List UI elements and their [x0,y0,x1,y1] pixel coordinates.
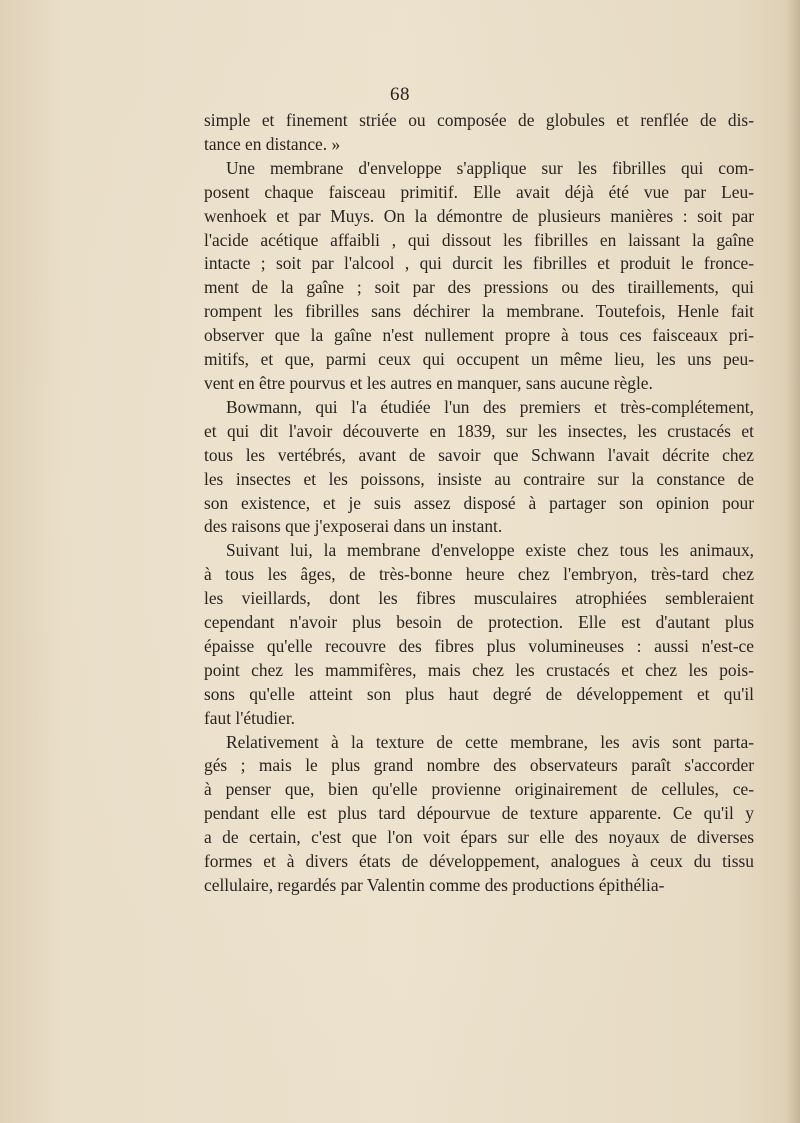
text-line: cependant n'avoir plus besoin de protection. Elle est d'autant plus [204,612,754,633]
text-line: des raisons que j'exposerai dans un instant. [204,516,503,537]
text-line: Suivant lui, la membrane d'enveloppe existe chez tous les animaux, [226,540,754,561]
text-line: épaisse qu'elle recouvre des fibres plus volumineuses : aussi n'est-ce [204,635,754,656]
text-line: mitifs, et que, parmi ceux qui occupent un même lieu, les uns peu- [204,349,754,370]
text-line: observer que la gaîne n'est nullement propre à tous ces faisceaux pri- [204,325,754,346]
paragraph [204,539,754,730]
text-line: intacte ; soit par l'alcool , qui durcit les fibrilles et produit le fronce- [204,253,754,274]
text-line: gés ; mais le plus grand nombre des observateurs paraît s'accorder [204,755,754,776]
text-line: sons qu'elle atteint son plus haut degré de développement et qu'il [204,683,754,704]
page-number: 68 [390,84,410,105]
text-line: à penser que, bien qu'elle provienne originairement de cellules, ce- [204,779,754,800]
text-line: et qui dit l'avoir découverte en 1839, sur les insectes, les crustacés et [204,420,754,441]
text-line: ment de la gaîne ; soit par des pressions ou des tiraillements, qui [204,277,754,298]
text-line: cellulaire, regardés par Valentin comme des productions épithélia- [204,875,665,895]
text-line: Une membrane d'enveloppe s'applique sur les fibrilles qui com- [226,157,754,178]
text-line: posent chaque faisceau primitif. Elle avait déjà été vue par Leu- [204,181,754,202]
text-line: son existence, et je suis assez disposé à partager son opinion pour [204,492,754,513]
text-line: point chez les mammifères, mais chez les crustacés et chez les pois- [204,659,754,680]
text-line: l'acide acétique affaibli , qui dissout les fibrilles en laissant la gaîne [204,229,754,250]
text-line: simple et finement striée ou composée de globules et renflée de dis- [204,110,754,130]
text-line: wenhoek et par Muys. On la démontre de plusieurs manières : soit par [204,205,754,226]
page-edge-shadow [786,0,800,1123]
text-line: les insectes et les poissons, insiste au contraire sur la constance de [204,468,754,489]
paragraph [204,109,754,157]
text-line: rompent les fibrilles sans déchirer la membrane. Toutefois, Henle fait [204,301,754,322]
text-line: à tous les âges, de très-bonne heure chez l'embryon, très-tard chez [204,564,754,585]
paragraph [204,731,754,898]
paragraph [204,157,754,396]
text-line: Bowmann, qui l'a étudiée l'un des premiers et très-complétement, [226,396,754,417]
text-line: faut l'étudier. [204,707,296,728]
body-text [204,109,754,898]
text-line: formes et à divers états de développement, analogues à ceux du tissu [204,851,754,872]
text-line: tance en distance. » [204,133,341,154]
text-line: vent en être pourvus et les autres en manquer, sans aucune règle. [204,372,653,393]
text-line: les vieillards, dont les fibres musculaires atrophiées sembleraient [204,588,754,609]
text-line: tous les vertébrés, avant de savoir que Schwann l'avait décrite chez [204,444,754,465]
text-line: pendant elle est plus tard dépourvue de texture apparente. Ce qu'il y [204,803,754,824]
text-line: a de certain, c'est que l'on voit épars sur elle des noyaux de diverses [204,827,754,848]
paragraph [204,396,754,539]
text-line: Relativement à la texture de cette membrane, les avis sont parta- [226,731,754,752]
